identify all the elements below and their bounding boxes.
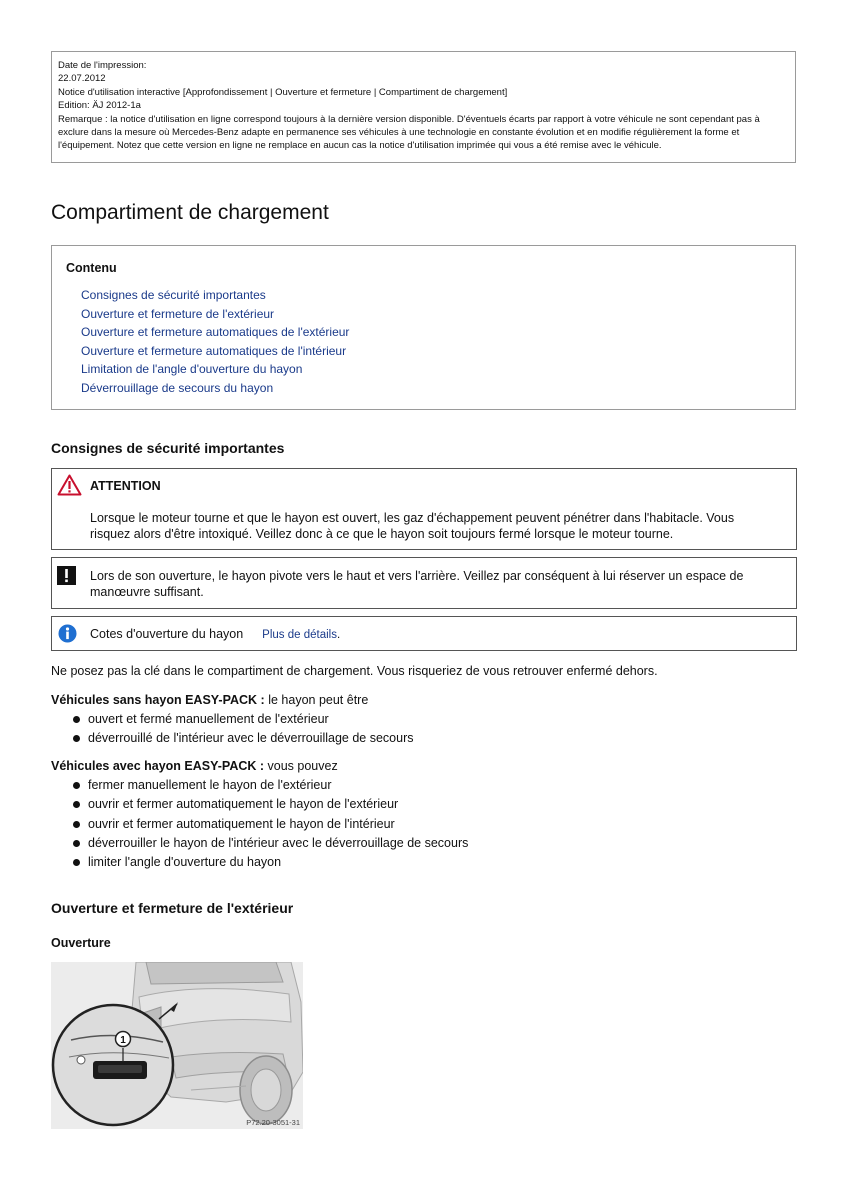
more-details-suffix: . [336,629,341,641]
print-remark: Remarque : la notice d'utilisation en ligne correspond toujours à la dernière version disponible. D'éventuels écarts par rapport à votre véhicule ne sont cependant pas à exclure dans la mesure où Mercedes-Benz adapte en permanence ses véhicules à une technologie en constante évolution et en modifie régulièrement la forme et l'équipement. Notez que cette version en ligne ne remplace en aucun cas la notice d'utilisation imprimée qui vous a été remise avec le véhicule. [58,113,760,152]
section-heading-safety: Consignes de sécurité importantes [51,440,285,456]
toc-link-exterior[interactable]: Ouverture et fermeture de l'extérieur [81,306,275,321]
print-date-label: Date de l'impression: [58,60,147,71]
attention-box [51,468,797,550]
with-easypack-label: Véhicules avec hayon EASY-PACK : [51,759,265,773]
list-item: ouvrir et fermer automatiquement le hayon de l'intérieur [73,815,468,834]
callout-number: 1 [120,1035,126,1046]
print-edition: Edition: ÄJ 2012-1a [58,100,141,112]
warning-triangle-icon [57,474,82,496]
subheading-opening: Ouverture [51,936,111,950]
with-easypack-text: vous pouvez [264,759,338,773]
list-item: ouvrir et fermer automatiquement le hayon de l'extérieur [73,795,468,814]
bullet-icon [73,821,80,828]
toc-list [81,286,349,398]
more-details-link[interactable]: Plus de détails [262,629,337,641]
with-easypack-intro [51,758,338,774]
toc-link-emergency-release[interactable]: Déverrouillage de secours du hayon [81,380,274,395]
info-text: Cotes d'ouverture du hayon [90,627,244,641]
figure-caption: P72.20-3051-31 [246,1118,300,1127]
page-title: Compartiment de chargement [51,201,329,224]
attention-title: ATTENTION [90,479,161,493]
bullet-icon [73,735,80,742]
toc-link-auto-interior[interactable]: Ouverture et fermeture automatiques de l'intérieur [81,343,347,358]
toc-link-safety[interactable]: Consignes de sécurité importantes [81,288,266,302]
toc-title: Contenu [66,261,117,275]
info-line [90,626,340,643]
without-easypack-text: le hayon peut être [264,693,369,707]
without-easypack-list [73,710,413,749]
bullet-icon [73,782,80,789]
tailgate-handle-figure [51,962,303,1129]
without-easypack-label: Véhicules sans hayon EASY-PACK : [51,693,265,707]
info-box [51,616,797,651]
toc-link-angle-limit[interactable]: Limitation de l'angle d'ouverture du hayon [81,362,303,377]
key-note: Ne posez pas la clé dans le compartiment de chargement. Vous risqueriez de vous retrouver enfermé dehors. [51,664,658,678]
with-easypack-list [73,776,468,872]
list-item: fermer manuellement le hayon de l'extérieur [73,776,468,795]
section-heading-exterior: Ouverture et fermeture de l'extérieur [51,900,294,916]
exclamation-icon [57,566,76,585]
print-notice: Notice d'utilisation interactive [Approfondissement | Ouverture et fermeture | Compartiment de chargement] [58,86,508,98]
print-info-box [51,51,796,163]
list-item: limiter l'angle d'ouverture du hayon [73,853,468,872]
toc-link-auto-exterior[interactable]: Ouverture et fermeture automatiques de l'extérieur [81,325,350,340]
list-item: déverrouillé de l'intérieur avec le déverrouillage de secours [73,729,413,748]
toc-box [51,245,796,410]
bullet-icon [73,716,80,723]
list-item: ouvert et fermé manuellement de l'extérieur [73,710,413,729]
bullet-icon [73,859,80,866]
tailgate-illustration [51,962,303,1129]
info-icon [58,624,77,643]
bullet-icon [73,801,80,808]
list-item: déverrouiller le hayon de l'intérieur avec le déverrouillage de secours [73,834,468,853]
attention-text: Lorsque le moteur tourne et que le hayon est ouvert, les gaz d'échappement peuvent pénétrer dans l'habitacle. Vous risquez alors d'être intoxiqué. Veillez donc à ce que le hayon soit toujours fermé lorsque le moteur tourne. [90,511,735,541]
without-easypack-intro [51,692,368,708]
bullet-icon [73,840,80,847]
caution-text: Lors de son ouverture, le hayon pivote vers le haut et vers l'arrière. Veillez par conséquent à lui réserver un espace de manœuvre suffisant. [90,569,744,599]
caution-box [51,557,797,609]
print-date-value: 22.07.2012 [58,73,106,85]
